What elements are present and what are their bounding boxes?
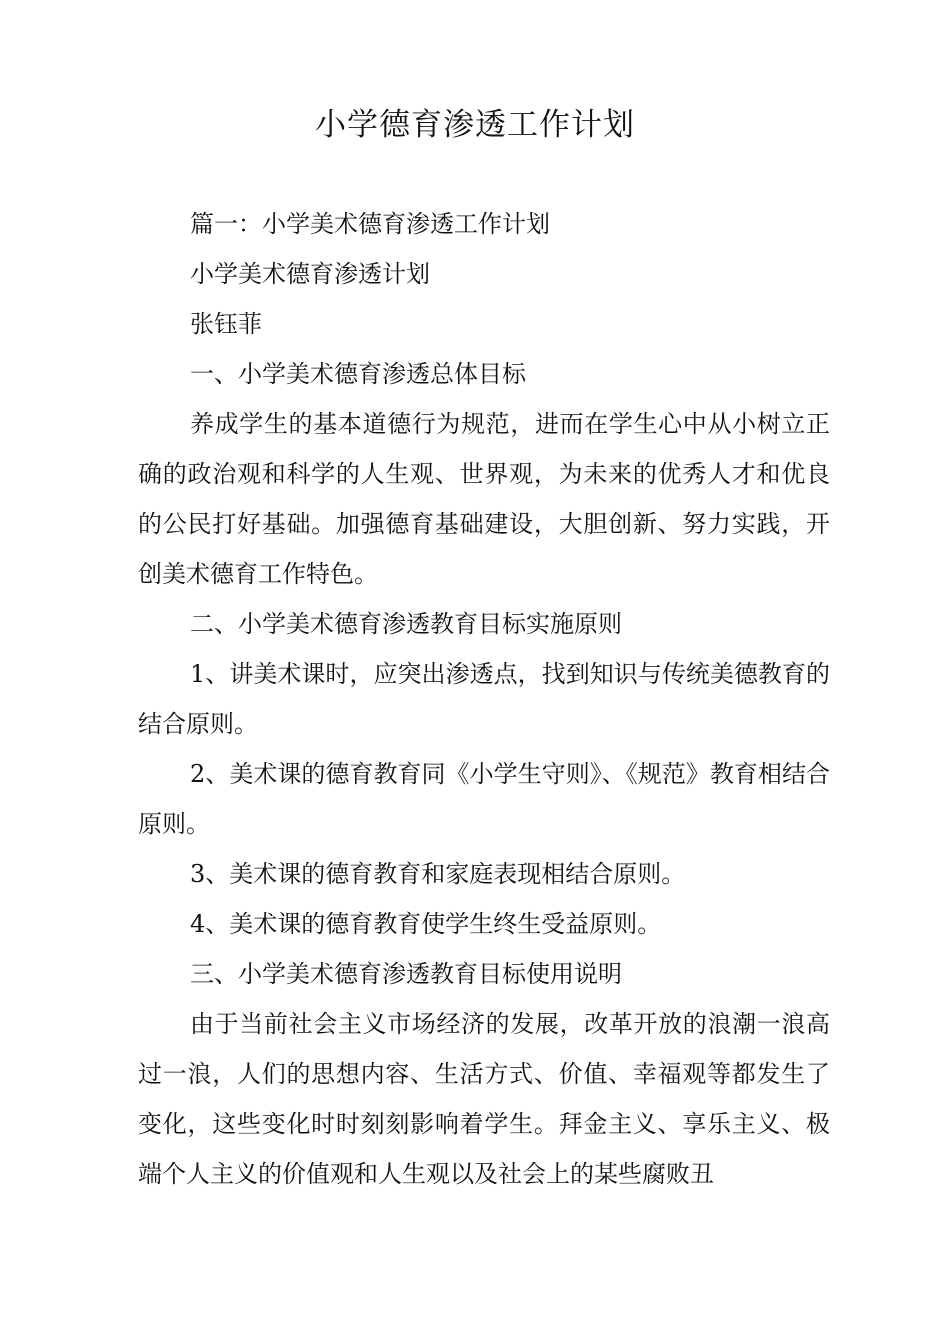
document-body xyxy=(138,199,830,1199)
section-heading-usage: 三、小学美术德育渗透教育目标使用说明 xyxy=(190,960,622,988)
paragraph-usage: 由于当前社会主义市场经济的发展，改革开放的浪潮一浪高过一浪，人们的思想内容、生活方式、价值、幸福观等都发生了变化，这些变化时时刻刻影响着学生。拜金主义、享乐主义、极端个人主义的价值观和人生观以及社会上的某些腐败丑 xyxy=(138,1010,830,1188)
section-heading-principles: 二、小学美术德育渗透教育目标实施原则 xyxy=(190,610,622,638)
author-name: 张钰菲 xyxy=(190,310,262,338)
plan-subtitle: 小学美术德育渗透计划 xyxy=(190,260,430,288)
paragraph-goal: 养成学生的基本道德行为规范，进而在学生心中从小树立正确的政治观和科学的人生观、世界观，为未来的优秀人才和优良的公民打好基础。加强德育基础建设，大胆创新、努力实践，开创美术德育工作特色。 xyxy=(138,410,830,588)
section-heading-part-one: 篇一：小学美术德育渗透工作计划 xyxy=(190,210,550,238)
principle-item-2: 2、美术课的德育教育同《小学生守则》、《规范》教育相结合原则。 xyxy=(138,760,830,838)
section-heading-goal: 一、小学美术德育渗透总体目标 xyxy=(190,360,526,388)
principle-item-1: 1、讲美术课时，应突出渗透点，找到知识与传统美德教育的结合原则。 xyxy=(138,660,830,738)
principle-item-4: 4、美术课的德育教育使学生终生受益原则。 xyxy=(190,910,662,938)
principle-item-3: 3、美术课的德育教育和家庭表现相结合原则。 xyxy=(190,860,686,888)
document-title: 小学德育渗透工作计划 xyxy=(315,107,635,143)
